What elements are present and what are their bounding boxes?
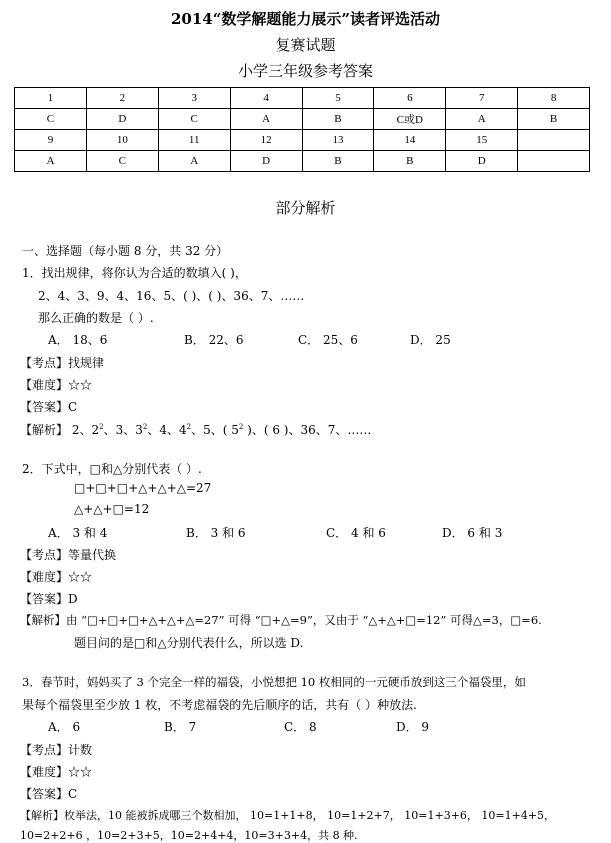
superscript: 2 <box>142 423 148 431</box>
table-row <box>15 130 590 151</box>
answer-value: D <box>68 592 78 606</box>
kaodian-value: 计数 <box>68 743 93 757</box>
table-row <box>15 88 590 109</box>
answer-label: 【答案】 <box>20 400 69 414</box>
table-cell: B <box>518 109 590 130</box>
q1-answer <box>20 398 77 415</box>
q1-option-b: B． 22、6 <box>184 333 244 347</box>
q3-answer <box>20 785 77 802</box>
difficulty-label: 【难度】 <box>20 570 69 584</box>
table-cell: A <box>158 151 230 172</box>
q2-equation-1: □+□+□+△+△+△=27 <box>74 481 212 495</box>
table-cell: 8 <box>518 88 590 109</box>
section-heading: 一、选择题（每小题 8 分，共 32 分） <box>22 244 229 258</box>
q2-answer <box>20 590 78 607</box>
answer-label: 【答案】 <box>20 787 69 801</box>
answer-label: 【答案】 <box>20 592 69 606</box>
q3-stem-line-1: 3．春节时，妈妈买了 3 个完全一样的福袋，小悦想把 10 枚相同的一元硬币放到这三个福袋里，如 <box>22 675 526 689</box>
q1-stem: 1．找出规律，将你认为合适的数填入( )， <box>22 266 247 280</box>
q1-prompt: 那么正确的数是（ ）. <box>38 311 154 325</box>
analysis-label: 【解析】 <box>20 423 69 437</box>
q1-kaodian <box>20 354 104 371</box>
table-cell: 11 <box>158 130 230 151</box>
q3-analysis-continued: 10=2+2+6 ，10=2+3+5，10=2+4+4，10=3+3+4，共 8 种. <box>20 829 358 842</box>
table-cell: D <box>86 109 158 130</box>
answer-value: C <box>68 787 78 801</box>
table-cell: 3 <box>158 88 230 109</box>
q2-difficulty <box>20 568 92 585</box>
table-cell: 12 <box>230 130 302 151</box>
table-row <box>15 151 590 172</box>
q2-stem: 2．下式中，□和△分别代表（ ）. <box>22 462 202 476</box>
q3-option-b: B． 7 <box>164 720 197 734</box>
superscript: 2 <box>186 423 192 431</box>
table-cell: 13 <box>302 130 374 151</box>
q3-kaodian <box>20 741 92 758</box>
q3-stem-line-2: 果每个福袋里至少放 1 枚，不考虑福袋的先后顺序的话，共有（ ）种放法. <box>22 698 417 712</box>
answer-table <box>14 87 590 172</box>
q2-option-c: C． 4 和 6 <box>326 526 386 540</box>
q3-difficulty <box>20 763 92 780</box>
q2-analysis-continued: 题目问的是□和△分别代表什么，所以选 D. <box>74 636 304 650</box>
table-cell: A <box>15 151 87 172</box>
analysis-text: )、( 6 )、36、7、…… <box>243 423 372 437</box>
table-row <box>15 109 590 130</box>
analysis-label: 【解析】 <box>20 613 66 627</box>
table-cell: D <box>230 151 302 172</box>
kaodian-label: 【考点】 <box>20 743 69 757</box>
difficulty-stars: ☆☆ <box>68 378 93 392</box>
q1-option-c: C． 25、6 <box>298 333 358 347</box>
q3-option-a: A． 6 <box>48 720 81 734</box>
table-cell: 15 <box>446 130 518 151</box>
kaodian-value: 等量代换 <box>68 548 117 562</box>
analysis-text: 、3、3 <box>103 423 143 437</box>
table-cell <box>518 151 590 172</box>
table-cell: B <box>302 109 374 130</box>
analysis-text: 2、2 <box>71 423 100 437</box>
table-cell: 9 <box>15 130 87 151</box>
q2-option-b: B． 3 和 6 <box>186 526 246 540</box>
q1-option-d: D． 25 <box>410 333 451 347</box>
kaodian-value: 找规律 <box>68 356 105 370</box>
analysis-text: 枚举法，10 能被拆成哪三个数相加， 10=1+1+8， 10=1+2+7， 10=1+3+6， 10=1+4+5， <box>64 809 556 822</box>
q1-sequence: 2、4、3、9、4、16、5、( )、( )、36、7、…… <box>38 289 305 303</box>
table-cell: C <box>86 151 158 172</box>
q3-option-c: C． 8 <box>284 720 317 734</box>
grade-title: 小学三年级参考答案 <box>237 62 373 80</box>
table-cell: 4 <box>230 88 302 109</box>
table-cell: B <box>374 151 446 172</box>
difficulty-label: 【难度】 <box>20 765 69 779</box>
kaodian-label: 【考点】 <box>20 356 69 370</box>
document-subtitle: 复赛试题 <box>275 36 336 54</box>
q3-option-d: D． 9 <box>396 720 430 734</box>
answer-value: C <box>68 400 78 414</box>
table-cell: C <box>15 109 87 130</box>
table-cell: C或D <box>374 109 446 130</box>
analysis-title: 部分解析 <box>275 199 336 217</box>
table-cell: 14 <box>374 130 446 151</box>
difficulty-label: 【难度】 <box>20 378 69 392</box>
table-cell: 5 <box>302 88 374 109</box>
q2-equation-2: △+△+□=12 <box>74 502 150 516</box>
table-cell: 2 <box>86 88 158 109</box>
q2-option-d: D． 6 和 3 <box>442 526 503 540</box>
analysis-text: 由 “□+□+□+△+△+△=27” 可得 “□+△=9”，又由于 “△+△+□=12” 可得△=3，□=6. <box>66 613 542 627</box>
table-cell: D <box>446 151 518 172</box>
table-cell: 10 <box>86 130 158 151</box>
superscript: 2 <box>99 423 104 431</box>
q2-option-a: A． 3 和 4 <box>48 526 108 540</box>
q1-difficulty <box>20 376 92 393</box>
q2-analysis <box>20 612 542 628</box>
table-cell: 7 <box>446 88 518 109</box>
superscript: 2 <box>238 423 244 431</box>
q3-analysis <box>20 807 555 823</box>
table-cell: 6 <box>374 88 446 109</box>
table-cell <box>518 130 590 151</box>
table-cell: B <box>302 151 374 172</box>
analysis-text: 、4、4 <box>147 423 187 437</box>
q2-kaodian <box>20 546 116 563</box>
q1-option-a: A． 18、6 <box>48 333 108 347</box>
document-title: 2014“数学解题能力展示”读者评选活动 <box>170 10 440 28</box>
difficulty-stars: ☆☆ <box>68 765 93 779</box>
analysis-label: 【解析】 <box>20 809 64 822</box>
kaodian-label: 【考点】 <box>20 548 69 562</box>
table-cell: A <box>230 109 302 130</box>
table-cell: 1 <box>15 88 87 109</box>
analysis-text: 、5、( 5 <box>191 423 239 437</box>
difficulty-stars: ☆☆ <box>68 570 93 584</box>
table-cell: A <box>446 109 518 130</box>
table-cell: C <box>158 109 230 130</box>
q1-analysis <box>20 421 371 438</box>
